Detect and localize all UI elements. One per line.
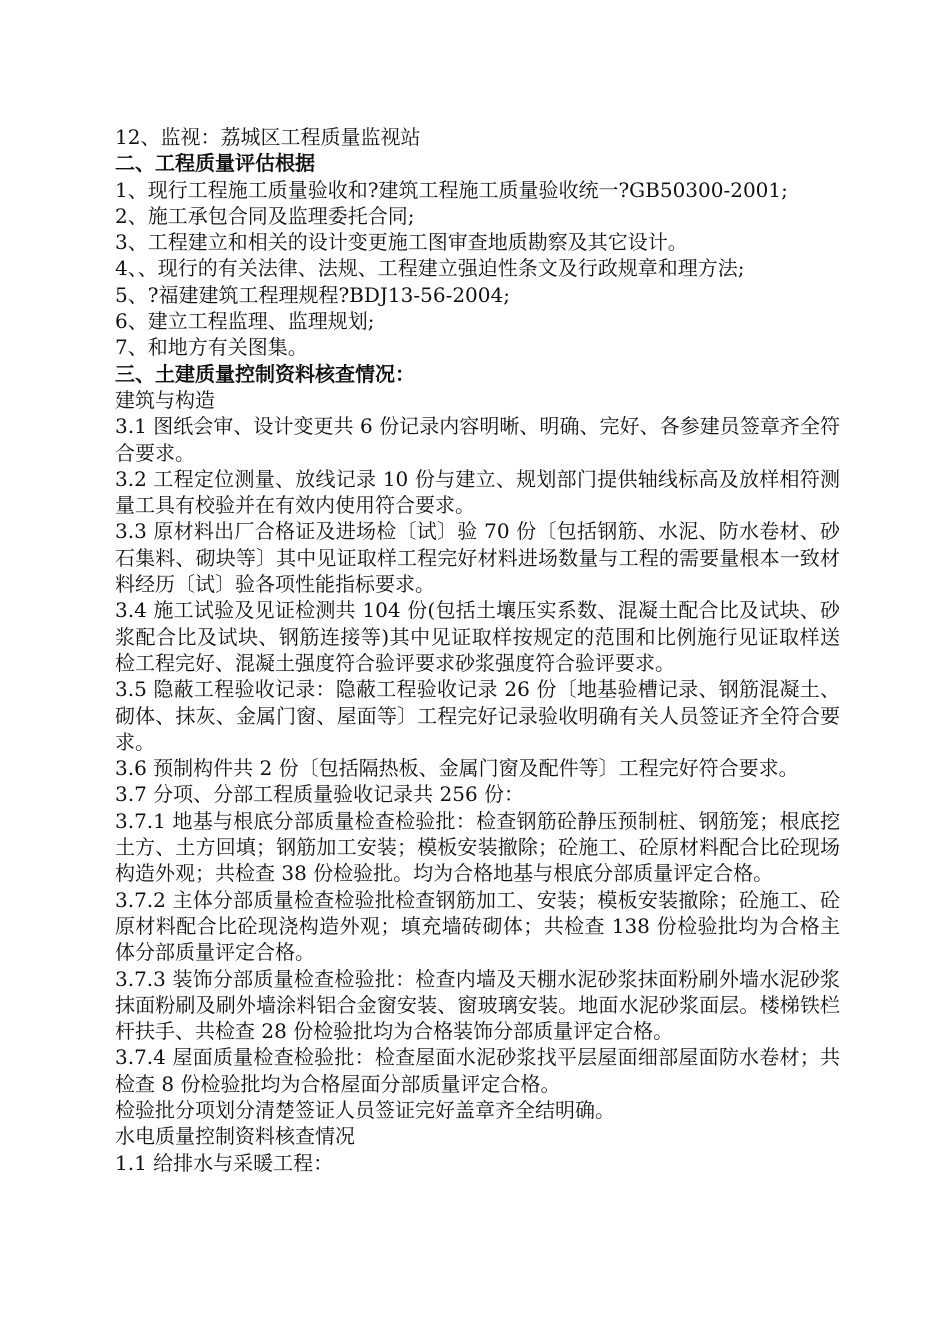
paragraph-3-2: 3.2 工程定位测量、放线记录 10 份与建立、规划部门提供轴线标高及放样相符测量工具有校验并在有效内使用符合要求。 — [115, 466, 840, 518]
paragraph-3-7-1: 3.7.1 地基与根底分部质量检查检验批：检查钢筋砼静压预制桩、钢筋笼；根底挖土方、土方回填；钢筋加工安装；模板安装撤除；砼施工、砼原材料配合比砼现场构造外观；共检查 38 份检验批。均为合格地基与根底分部质量评定合格。 — [115, 808, 840, 886]
document-body — [115, 124, 840, 1176]
basis-item-1: 1、现行工程施工质量验收和?建筑工程施工质量验收统一?GB50300-2001; — [115, 177, 788, 202]
paragraph-3-1: 3.1 图纸会审、设计变更共 6 份记录内容明晰、明确、完好、各参建员签章齐全符合要求。 — [115, 414, 840, 465]
paragraph-3-5: 3.5 隐蔽工程验收记录：隐蔽工程验收记录 26 份〔地基验槽记录、钢筋混凝土、砌体、抹灰、金属门窗、屋面等〕工程完好记录验收明确有关人员签证齐全符合要求。 — [115, 677, 840, 754]
basis-item-2: 2、施工承包合同及监理委托合同; — [115, 203, 415, 228]
basis-item-5: 5、?福建建筑工程理规程?BDJ13-56-2004; — [115, 282, 510, 307]
paragraph-3-7-4: 3.7.4 屋面质量检查检验批：检查屋面水泥砂浆找平层屋面细部屋面防水卷材；共检查 8 份检验批均为合格屋面分部质量评定合格。 — [115, 1045, 840, 1096]
paragraph-3-3: 3.3 原材料出厂合格证及进场检〔试〕验 70 份〔包括钢筋、水泥、防水卷材、砂石集料、砌块等〕其中见证取样工程完好材料进场数量与工程的需要量根本一致材料经历〔试〕验各项性能指标要求。 — [115, 519, 840, 597]
paragraph-3-6: 3.6 预制构件共 2 份〔包括隔热板、金属门窗及配件等〕工程完好符合要求。 — [115, 756, 799, 781]
section-heading-2: 二、工程质量评估根据 — [115, 151, 315, 176]
section-heading-3: 三、土建质量控制资料核查情况： — [115, 361, 415, 386]
subheading-water-electric: 水电质量控制资料核查情况 — [115, 1124, 355, 1149]
paragraph-1-1: 1.1 给排水与采暖工程： — [115, 1150, 334, 1175]
paragraph-3-4: 3.4 施工试验及见证检测共 104 份(包括土壤压实系数、混凝土配合比及试块、砂浆配合比及试块、钢筋连接等)其中见证取样按规定的范围和比例施行见证取样送检工程完好、混凝土强度符合验评要求砂浆强度符合验评要求。 — [115, 598, 840, 675]
paragraph-inspection-summary: 检验批分项划分清楚签证人员签证完好盖章齐全结明确。 — [115, 1097, 615, 1122]
basis-item-4: 4、、现行的有关法律、法规、工程建立强迫性条文及行政规章和理方法; — [115, 256, 745, 281]
paragraph-3-7-2: 3.7.2 主体分部质量检查检验批检查钢筋加工、安装；模板安装撤除；砼施工、砼原材料配合比砼现浇构造外观；填充墙砖砌体；共检查 138 份检验批均为合格主体分部质量评定合格。 — [115, 887, 840, 965]
basis-item-3: 3、工程建立和相关的设计变更施工图审查地质勘察及其它设计。 — [115, 230, 688, 255]
paragraph-3-7-3: 3.7.3 装饰分部质量检查检验批：检查内墙及天棚水泥砂浆抹面粉刷外墙水泥砂浆抹面粉刷及刷外墙涂料铝合金窗安装、窗玻璃安装。地面水泥砂浆面层。楼梯铁栏杆扶手、共检查 28 份检验批均为合格装饰分部质量评定合格。 — [115, 966, 840, 1044]
basis-item-7: 7、和地方有关图集。 — [115, 335, 308, 360]
line-supervision-station: 12、监视：荔城区工程质量监视站 — [115, 125, 421, 149]
basis-item-6: 6、建立工程监理、监理规划; — [115, 309, 375, 334]
subheading-architecture: 建筑与构造 — [115, 387, 215, 412]
paragraph-3-7: 3.7 分项、分部工程质量验收记录共 256 份： — [115, 782, 525, 807]
